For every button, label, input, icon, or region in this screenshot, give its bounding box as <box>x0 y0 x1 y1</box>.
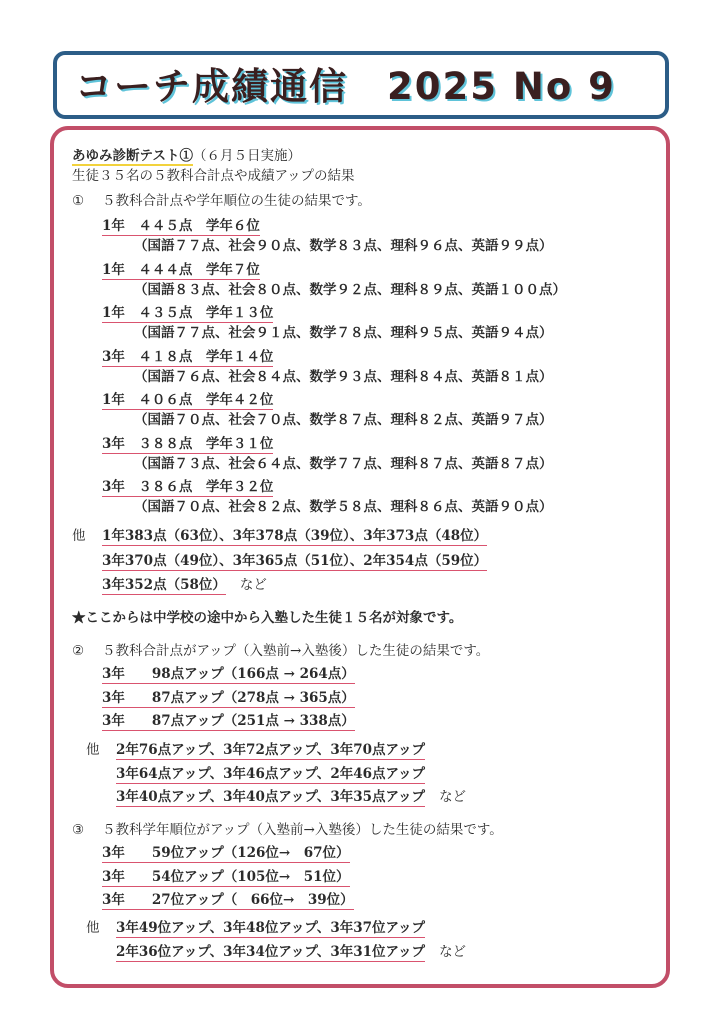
section1-marker: ① <box>72 193 85 209</box>
section3-heading: ５教科学年順位がアップ（入塾前→入塾後）した生徒の結果です。 <box>102 822 503 838</box>
others-item: 2年354点（59位） <box>363 552 488 569</box>
others-row <box>116 740 425 760</box>
others-row <box>116 787 466 807</box>
others-row <box>102 551 487 571</box>
result-detail: （国語７０点、社会８２点、数学５８点、理科８６点、英語９０点） <box>134 499 553 515</box>
others-item: 2年76点アップ、 <box>116 742 224 758</box>
section1-heading: ５教科合計点や学年順位の生徒の結果です。 <box>102 193 371 209</box>
others-item: 3年49位アップ、 <box>116 920 224 936</box>
others-item: 3年37位アップ <box>330 920 426 936</box>
others-item: 3年34位アップ、 <box>223 943 331 960</box>
others-row <box>102 575 267 595</box>
result-summary: 3年 ３８６点 学年３２位 <box>102 479 274 495</box>
etc-label: など <box>239 577 267 593</box>
title-banner <box>53 51 669 119</box>
test-heading <box>72 146 301 166</box>
newsletter-title: コーチ成績通信 2025 No 9 <box>75 65 616 108</box>
others-item: 3年378点（39位）、 <box>232 528 364 544</box>
score-up-entry: 3年 87点アップ（251点 → 338点） <box>102 713 355 729</box>
rank-up-entry: 3年 27位アップ（ 66位→ 39位） <box>102 892 354 908</box>
others-item: 3年40点アップ、 <box>116 789 224 805</box>
rank-up-entry: 3年 54位アップ（105位→ 51位） <box>102 868 350 885</box>
others-item: 3年70点アップ <box>330 742 426 758</box>
others-item: 3年365点（51位）、 <box>232 552 364 569</box>
result-detail: （国語７７点、社会９０点、数学８３点、理科９６点、英語９９点） <box>134 238 553 254</box>
rank-up-entry: 3年 59位アップ（126位→ 67位） <box>102 845 350 861</box>
section3-marker: ③ <box>72 822 85 838</box>
others-item: 3年35点アップ <box>330 789 426 805</box>
others-item: 3年31位アップ <box>330 943 426 960</box>
section3-others-label: 他 <box>86 920 100 936</box>
test-date: （６月５日実施） <box>192 148 301 164</box>
others-item: 2年46点アップ <box>330 765 426 782</box>
others-row <box>116 918 425 938</box>
others-item: 3年64点アップ、 <box>116 765 224 782</box>
section1-others-label: 他 <box>72 528 86 544</box>
result-detail: （国語８３点、社会８０点、数学９２点、理科８９点、英語１００点） <box>134 281 566 298</box>
others-item: 3年352点（58位） <box>102 577 226 593</box>
test-name: あゆみ診断テスト① <box>72 148 193 164</box>
result-summary: 3年 ３８８点 学年３１位 <box>102 435 274 452</box>
intro-subtitle: 生徒３５名の５教科合計点や成績アップの結果 <box>72 168 355 184</box>
result-detail: （国語７７点、社会９１点、数学７８点、理科９５点、英語９４点） <box>134 325 553 341</box>
others-item: 2年36位アップ、 <box>116 943 224 960</box>
others-row <box>116 764 425 784</box>
score-up-entry: 3年 98点アップ（166点 → 264点） <box>102 666 355 682</box>
others-item: 1年383点（63位）、 <box>102 528 233 544</box>
others-row <box>116 942 466 962</box>
etc-label: など <box>439 943 467 960</box>
notice-text: ★ここからは中学校の途中から入塾した生徒１５名が対象です。 <box>72 610 463 626</box>
result-summary: 1年 ４０６点 学年４２位 <box>102 392 274 408</box>
others-item: 3年46点アップ、 <box>223 765 331 782</box>
section2-heading: ５教科合計点がアップ（入塾前→入塾後）した生徒の結果です。 <box>102 643 490 659</box>
others-item: 3年72点アップ、 <box>223 742 331 758</box>
others-item: 3年370点（49位）、 <box>102 552 233 569</box>
section2-others-label: 他 <box>86 742 100 758</box>
score-up-entry: 3年 87点アップ（278点 → 365点） <box>102 689 355 706</box>
others-item: 3年48位アップ、 <box>223 920 331 936</box>
result-detail: （国語７０点、社会７０点、数学８７点、理科８２点、英語９７点） <box>134 412 553 428</box>
result-summary: 1年 ４４４点 学年７位 <box>102 261 260 278</box>
etc-label: など <box>439 789 467 805</box>
result-summary: 1年 ４４５点 学年６位 <box>102 218 260 234</box>
others-row <box>102 526 487 546</box>
result-summary: 1年 ４３５点 学年１３位 <box>102 305 274 321</box>
others-item: 3年373点（48位） <box>363 528 488 544</box>
result-summary: 3年 ４１８点 学年１４位 <box>102 348 274 365</box>
section2-marker: ② <box>72 643 85 659</box>
others-item: 3年40点アップ、 <box>223 789 331 805</box>
result-detail: （国語７３点、社会６４点、数学７７点、理科８７点、英語８７点） <box>134 455 553 472</box>
result-detail: （国語７６点、社会８４点、数学９３点、理科８４点、英語８１点） <box>134 368 553 385</box>
